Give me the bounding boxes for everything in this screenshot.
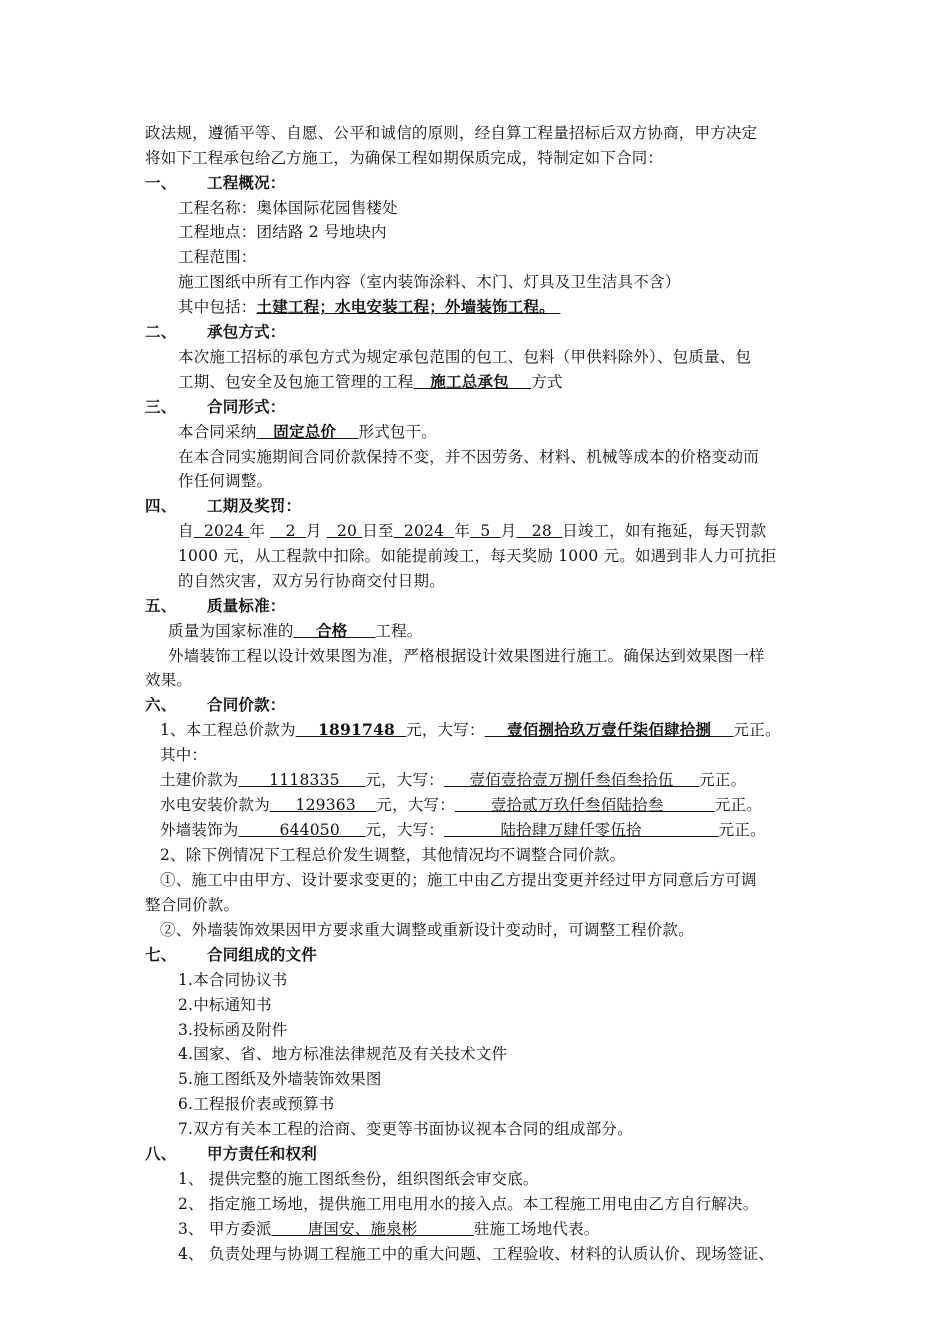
section-number: 三、 [145, 397, 177, 416]
text: 年 [454, 522, 471, 540]
text: 工期、包安全及包施工管理的工程 [178, 373, 414, 391]
party-a-duty-3 [178, 1219, 848, 1239]
price-adjust-case-1-cont: 整合同价款。 [145, 896, 240, 914]
total-price-line [160, 720, 830, 740]
contract-form-line-3: 作任何调整。 [178, 472, 273, 490]
text: 年 [249, 522, 266, 540]
schedule-line-2: 1000 元，从工程款中扣除。如能提前竣工，每天奖励 1000 元。如遇到非人力可抗拒 [178, 547, 777, 565]
intro-line-1: 政法规，遵循平等、自愿、公平和诚信的原则，经自算工程量招标后双方协商，甲方决定 [145, 124, 758, 142]
start-month: 2 [270, 522, 306, 540]
text: 方式 [531, 373, 563, 391]
section-number: 五、 [145, 596, 177, 615]
mep-price-line [160, 795, 830, 815]
text: 元，大写： [406, 721, 485, 739]
text: 质量为国家标准的 [168, 622, 294, 640]
text: 工程。 [375, 622, 423, 640]
contract-form-line-1 [178, 422, 848, 442]
section-title: 合同价款： [207, 695, 286, 714]
section-3-heading [145, 397, 815, 417]
text: 元正。 [714, 796, 762, 814]
text: 元，大写： [365, 771, 444, 789]
contract-form-value: 固定总价 [256, 422, 359, 441]
text: 土建价款为 [160, 771, 239, 789]
contract-document-item: 5.施工图纸及外墙装饰效果图 [178, 1070, 382, 1088]
contract-form-line-2: 在本合同实施期间合同价款保持不变，并不因劳务、材料、机械等成本的价格变动而 [178, 448, 759, 466]
total-price-words: 壹佰捌拾玖万壹仟柒佰肆拾捌 [484, 720, 734, 739]
project-includes [178, 297, 848, 317]
contract-document-item: 2.中标通知书 [178, 996, 272, 1014]
price-adjust-case-2: ②、外墙装饰效果因甲方要求重大调整或重新设计变动时，可调整工程价款。 [160, 921, 694, 939]
intro-line-2: 将如下工程承包给乙方施工，为确保工程如期保质完成，特制定如下合同： [145, 149, 664, 167]
quality-line-3: 效果。 [145, 671, 193, 689]
facade-price-value: 644050 [238, 821, 366, 839]
text: 日至 [362, 522, 394, 540]
section-2-heading [145, 322, 815, 342]
text: 本合同采纳 [178, 423, 257, 441]
section-title: 质量标准： [207, 596, 286, 615]
text: 月 [500, 522, 517, 540]
text: 元，大写： [365, 821, 445, 839]
project-scope: 施工图纸中所有工作内容（室内装饰涂料、木门、灯具及卫生洁具不含） [178, 273, 681, 291]
text: 水电安装价款为 [160, 796, 270, 814]
contract-document-item: 3.投标函及附件 [178, 1021, 288, 1039]
section-number: 七、 [145, 945, 177, 964]
price-adjust-rule: 2、除下例情况下工程总价发生调整，其他情况均不调整合同价款。 [160, 846, 626, 864]
text: 元正。 [699, 771, 747, 789]
total-price-value: 1891748 [295, 720, 407, 739]
quality-value: 合格 [293, 621, 376, 640]
section-title: 工程概况： [207, 173, 286, 192]
section-title: 合同形式： [207, 397, 286, 416]
contract-document-item: 7.双方有关本工程的洽商、变更等书面协议视本合同的组成部分。 [178, 1120, 633, 1138]
contract-document-item: 1.本合同协议书 [178, 971, 288, 989]
section-6-heading [145, 695, 815, 715]
party-a-duty-4: 4、 负责处理与协调工程施工中的重大问题、工程验收、材料的认质认价、现场签证、 [178, 1245, 775, 1263]
text: 元正。 [733, 721, 781, 739]
contract-document-item: 6.工程报价表或预算书 [178, 1095, 335, 1113]
party-a-duty-1: 1、 提供完整的施工图纸叁份，组织图纸会审交底。 [178, 1170, 539, 1188]
schedule-line-3: 的自然灾害，双方另行协商交付日期。 [178, 572, 445, 590]
end-day: 28 [516, 522, 563, 540]
start-day: 20 [326, 522, 363, 540]
end-month: 5 [470, 522, 501, 540]
party-a-duty-2: 2、 指定施工场地，提供施工用电用水的接入点。本工程施工用电由乙方自行解决。 [178, 1195, 759, 1213]
section-5-heading [145, 596, 815, 616]
text: 外墙装饰为 [160, 821, 239, 839]
section-number: 八、 [145, 1144, 177, 1163]
text: 驻施工场地代表。 [473, 1220, 600, 1238]
includes-prefix: 其中包括： [178, 298, 257, 316]
text: 元，大写： [376, 796, 455, 814]
mep-price-words: 壹拾贰万玖仟叁佰陆拾叁 [454, 796, 715, 814]
price-adjust-case-1: ①、施工中由甲方、设计要求变更的；施工中由乙方提出变更并经过甲方同意后方可调 [160, 871, 757, 889]
facade-price-line [160, 820, 830, 840]
start-year: 2024 [193, 522, 250, 540]
project-name: 工程名称：奥体国际花园售楼处 [178, 199, 398, 217]
section-number: 四、 [145, 496, 177, 515]
contract-document-item: 4.国家、省、地方标准法律规范及有关技术文件 [178, 1045, 508, 1063]
text: 月 [305, 522, 322, 540]
section-title: 工期及奖罚： [207, 496, 302, 515]
section-title: 承包方式： [207, 322, 286, 341]
price-breakdown-label: 其中： [160, 746, 208, 764]
section-4-heading [145, 496, 815, 516]
mep-price-value: 129363 [269, 796, 377, 814]
schedule-line-1 [178, 521, 848, 541]
quality-line-1 [168, 621, 838, 641]
section-number: 二、 [145, 322, 177, 341]
project-scope-label: 工程范围： [178, 248, 257, 266]
text: 1、本工程总价款为 [160, 721, 296, 739]
project-site: 工程地点：团结路 2 号地块内 [178, 223, 387, 241]
civil-price-words: 壹佰壹拾壹万捌仟叁佰叁拾伍 [443, 771, 700, 789]
section-1-heading [145, 173, 815, 193]
facade-price-words: 陆拾肆万肆仟零伍拾 [444, 821, 719, 839]
section-title: 甲方责任和权利 [207, 1144, 317, 1163]
contract-mode-line-2 [178, 372, 848, 392]
text: 元正。 [718, 821, 766, 839]
contract-mode-line-1: 本次施工招标的承包方式为规定承包范围的包工、包料（甲供料除外）、包质量、包 [178, 348, 752, 366]
includes-items: 土建工程；水电安装工程；外墙装饰工程。 [256, 297, 561, 316]
contract-mode-value: 施工总承包 [413, 372, 532, 391]
section-number: 六、 [145, 695, 177, 714]
section-7-heading [145, 945, 815, 965]
end-year: 2024 [393, 522, 455, 540]
text: 3、 甲方委派 [178, 1220, 272, 1238]
text: 日竣工，如有拖延，每天罚款 [562, 522, 767, 540]
section-8-heading [145, 1144, 815, 1164]
civil-price-value: 1118335 [238, 771, 366, 789]
text: 自 [178, 522, 194, 540]
quality-line-2: 外墙装饰工程以设计效果图为准，严格根据设计效果图进行施工。确保达到效果图一样 [168, 647, 765, 665]
section-title: 合同组成的文件 [207, 945, 317, 964]
section-number: 一、 [145, 173, 177, 192]
party-a-representatives: 唐国安、施泉彬 [271, 1220, 474, 1238]
text: 形式包干。 [358, 423, 438, 441]
civil-price-line [160, 770, 830, 790]
